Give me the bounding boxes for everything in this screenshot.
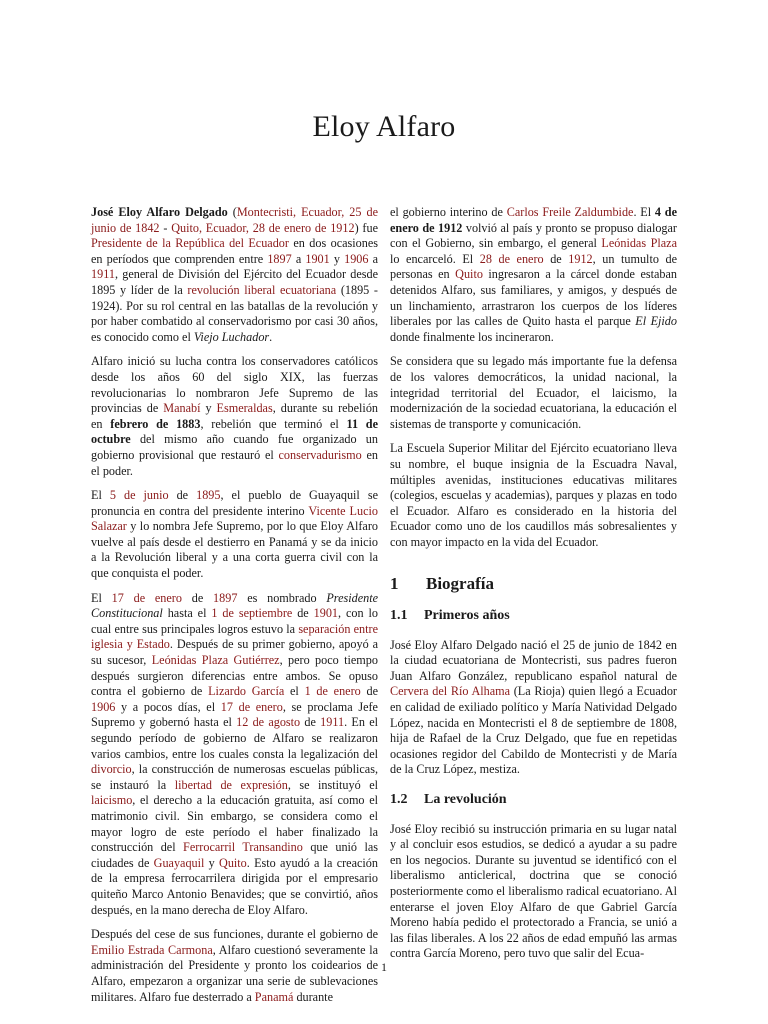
link-conservadurismo[interactable]: conservadurismo (278, 447, 362, 462)
paragraph-honors: La Escuela Superior Militar del Ejército ecuatoriano lleva su nombre, el buque insignia de la Escuadra Naval, múltiples avenidas, instituciones educativas militares (colegios, escuelas y academias), parques y plazas en todo el Ecuador. Alfaro es considerado en la historia del Ecuador como uno de los caudillos más sobresalientes y con mayor impacto en la vida del Ecuador. (390, 441, 677, 549)
link-vicente-lucio-salazar[interactable]: Vicente Lucio Salazar (91, 503, 378, 534)
link-separacion-iglesia-estado[interactable]: separación entre iglesia y Estado (91, 621, 378, 652)
article-title: Eloy Alfaro (312, 110, 456, 143)
link-17-enero-b[interactable]: 17 de enero (220, 699, 283, 714)
link-laicismo[interactable]: laicismo (91, 793, 133, 808)
link-year-1912[interactable]: 1912 (568, 251, 593, 266)
link-carlos-freile-zaldumbide[interactable]: Carlos Freile Zaldumbide (506, 205, 634, 219)
link-manabi[interactable]: Manabí (163, 401, 201, 416)
paragraph-return-death: el gobierno interino de Carlos Freile Zaldumbide. El 4 de enero de 1912 volvió al país y pronto se propuso dialogar con el Gobierno, sin embargo, el general Leónidas Plaza lo encarceló. El 28 de enero de 1912, un tumulto de personas en Quito ingresaron a la cárcel donde estaban detenidos Alfaro, sus familiares, y amigos, y después de un linchamiento, arrastraron los cuerpos de los líderes liberales por las calles de Quito hasta el parque El Ejido donde finalmente los incineraron. (390, 205, 677, 344)
link-17-enero[interactable]: 17 de enero (111, 590, 182, 605)
link-year-1911[interactable]: 1911 (91, 267, 115, 282)
link-year-1911[interactable]: 1911 (320, 715, 345, 730)
page-number: 1 (381, 960, 387, 974)
link-year-1906[interactable]: 1906 (344, 251, 369, 266)
paragraph-early-struggle: Alfaro inició su lucha contra los conservadores católicos desde los años 60 del siglo XIX, las fuerzas revolucionarias lo nombraron Jefe Supremo de las provincias de Manabí y Esmeraldas, durante su rebelión en febrero de 1883, rebelión que terminó el 11 de octubre del mismo año cuando fue organizado un gobierno provisional que restauró el conservadurismo en el poder. (91, 354, 379, 478)
link-year-1897[interactable]: 1897 (213, 590, 238, 605)
link-esmeraldas[interactable]: Esmeraldas (216, 401, 273, 416)
link-guayaquil[interactable]: Guayaquil (153, 855, 205, 870)
section-heading-biografia: 1 Biografía (390, 574, 494, 594)
link-5-junio[interactable]: 5 de junio (109, 488, 169, 503)
intro-paragraph: José Eloy Alfaro Delgado (Montecristi, Ecuador, 25 de junio de 1842 - Quito, Ecuador, 28 de enero de 1912) fue Presidente de la República del Ecuador en dos ocasiones en períodos que comprenden entre 1897 a 1901 y 1906 a 1911, general de División del Ejército del Ecuador desde 1895 y líder de la revolución liberal ecuatoriana (1895 - 1924). Por su rol central en las batallas de la revolución y por haber combatido al conservadorismo por casi 30 años, es conocido como el Viejo Luchador. (91, 205, 379, 344)
link-quito-b[interactable]: Quito (455, 267, 483, 282)
link-cervera-del-rio-alhama[interactable]: Cervera del Río Alhama (390, 684, 511, 699)
link-president[interactable]: Presidente de la República del Ecuador (91, 236, 289, 251)
link-divorcio[interactable]: divorcio (91, 762, 132, 777)
link-leonidas-plaza[interactable]: Leónidas Plaza (601, 236, 677, 251)
left-column (91, 205, 378, 1014)
link-28-enero[interactable]: 28 de enero (479, 251, 544, 266)
paragraph-revolution: José Eloy recibió su instrucción primaria en su lugar natal y al concluir esos estudios, se dedicó a ayudar a su padre en los negocios. Durante su juventud se identificó con el liberalismo anticlerical, doctrina que se conoció posteriormente como el liberalismo radical ecuatoriano. Al enterarse el joven Eloy Alfaro de que Gabriel García Moreno había pedido el protectorado a Francia, se unió a las filas liberales. A los 22 años de edad empuñó las armas contra García Moreno, pero tuvo que salir del Ecua- (390, 821, 677, 961)
link-emilio-estrada-carmona[interactable]: Emilio Estrada Carmona (91, 942, 213, 957)
link-year-1897[interactable]: 1897 (267, 251, 292, 266)
subsection-heading-primeros-anos: 1.1 Primeros años (390, 608, 510, 624)
link-panama[interactable]: Panamá (254, 989, 294, 1004)
link-year-1906[interactable]: 1906 (91, 699, 116, 714)
subject-name: José Eloy Alfaro Delgado (91, 205, 228, 219)
link-liberal-revolution[interactable]: revolución liberal ecuatoriana (187, 282, 337, 297)
paragraph-early-years: José Eloy Alfaro Delgado nació el 25 de junio de 1842 en la ciudad ecuatoriana de Montecristi, sus padres fueron Juan Alfaro González, republicano español natural de Cervera del Río Alhama (La Rioja) quien llegó a Ecuador en calidad de exiliado político y María Natividad Delgado López, nacida en Montecristi el 8 de septiembre de 1808, hija de Rafael de la Cruz Delgado, que fue en repetidas ocasiones regidor del Cabildo de Montecristi y de María de la Cruz López, mestiza. (390, 637, 677, 777)
link-12-agosto[interactable]: 12 de agosto (236, 715, 301, 730)
link-1-septiembre[interactable]: 1 de septiembre (211, 606, 293, 621)
right-column (390, 205, 677, 971)
paragraph-exile: Después del cese de sus funciones, durante el gobierno de Emilio Estrada Carmona, Alfaro cuestionó severamente la administración del Presidente y pronto los coidearios de Alfaro, empezaron a organizar una serie de sublevaciones militares. Alfaro fue desterrado a Panamá durante (91, 927, 378, 1004)
link-1-enero[interactable]: 1 de enero (304, 684, 361, 699)
link-deathplace[interactable]: Quito, Ecuador, 28 de enero de 1912 (171, 220, 355, 235)
link-birthplace[interactable]: Montecristi, Ecuador, 25 de junio de 1842 (91, 205, 378, 235)
paragraph-1895: El 5 de junio de 1895, el pueblo de Guayaquil se pronuncia en contra del presidente interino Vicente Lucio Salazar y lo nombra Jefe Supremo, por lo que Eloy Alfaro vuelve al país desde el destierro en Panamá y se da inicio a la Revolución liberal y a una corta guerra civil con la que conquista el poder. (91, 488, 378, 581)
link-year-1901[interactable]: 1901 (313, 606, 339, 621)
link-libertad-expresion[interactable]: libertad de expresión (174, 777, 288, 792)
link-year-1895[interactable]: 1895 (196, 488, 221, 503)
subsection-heading-la-revolucion: 1.2 La revolución (390, 792, 507, 807)
link-lizardo-garcia[interactable]: Lizardo García (208, 684, 285, 699)
link-ferrocarril-transandino[interactable]: Ferrocarril Transandino (183, 840, 303, 855)
paragraph-presidency: El 17 de enero de 1897 es nombrado Presidente Constitucional hasta el 1 de septiembre de 1901, con lo cual entre sus principales logros estuvo la separación entre iglesia y Estado. Después de su primer gobierno, apoyó a su sucesor, Leónidas Plaza Gutiérrez, pero poco tiempo después surgieron diferencias entre ambos. Se opuso contra el gobierno de Lizardo García el 1 de enero de 1906 y a pocos días, el 17 de enero, se proclama Jefe Supremo y gobernó hasta el 12 de agosto de 1911. En el segundo período de gobierno de Alfaro se realizaron varios cambios, entre los cuales consta la legalización del divorcio, la construcción de numerosas escuelas públicas, se instauró la libertad de expresión, se instituyó el laicismo, el derecho a la educación gratuita, así como el matrimonio civil. Sin embargo, se considera como el mayor logro de este período el haber finalizado la construcción del Ferrocarril Transandino que unió las ciudades de Guayaquil y Quito. Esto ayudó a la creación de la empresa ferrocarrilera dirigida por el empresario quiteño Marco Antonio Benavides; que se convirtió, años después, en la mano derecha de Eloy Alfaro. (91, 590, 379, 917)
link-leonidas-plaza-gutierrez[interactable]: Leónidas Plaza Gutiérrez (151, 653, 280, 668)
link-quito[interactable]: Quito (219, 855, 247, 870)
paragraph-legacy: Se considera que su legado más importante fue la defensa de los valores democráticos, la unidad nacional, la integridad territorial del Ecuador, el laicismo, la modernización de la sociedad ecuatoriana, la educación el sistemas de transporte y comunicación. (390, 354, 677, 431)
link-year-1901[interactable]: 1901 (305, 251, 330, 266)
